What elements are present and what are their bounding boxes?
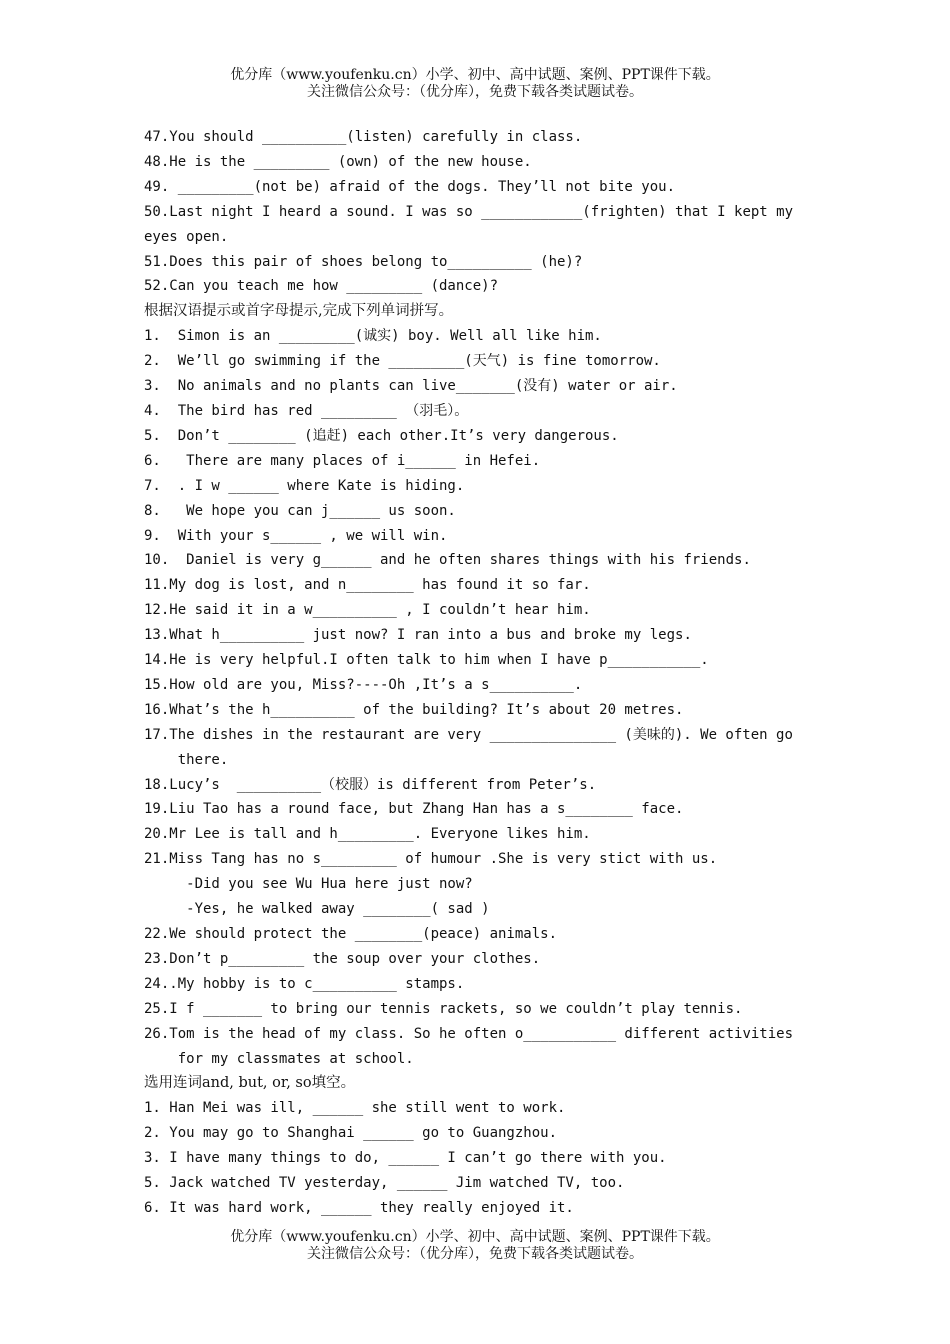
exercise-line: 9. With your s______ , we will win. <box>144 527 448 544</box>
exercise-line: 17.The dishes in the restaurant are very _______________ (美味的). We often go <box>144 726 793 743</box>
exercise-line: 25.I f _______ to bring our tennis rackets, so we couldn’t play tennis. <box>144 1000 743 1017</box>
exercise-line: 6. There are many places of i______ in Hefei. <box>144 452 541 469</box>
exercise-line: 23.Don’t p_________ the soup over your clothes. <box>144 950 541 967</box>
exercise-line: 10. Daniel is very g______ and he often shares things with his friends. <box>144 552 751 569</box>
exercise-line: 16.What’s the h__________ of the building? It’s about 20 metres. <box>144 701 684 718</box>
exercise-line: 49. _________(not be) afraid of the dogs. They’ll not bite you. <box>144 178 676 195</box>
footer-line-1: 优分库（www.youfenku.cn）小学、初中、高中试题、案例、PPT课件下载。 <box>230 1229 720 1245</box>
exercise-line: 5. Jack watched TV yesterday, ______ Jim watched TV, too. <box>144 1175 625 1192</box>
exercise-line: 48.He is the _________ (own) of the new house. <box>144 153 532 170</box>
section-heading: 选用连词and, but, or, so填空。 <box>144 1075 356 1092</box>
page-footer <box>0 1229 950 1263</box>
exercise-line: 7. . I w ______ where Kate is hiding. <box>144 477 465 494</box>
section-heading: 根据汉语提示或首字母提示,完成下列单词拼写。 <box>144 303 454 320</box>
exercise-line: 6. It was hard work, ______ they really enjoyed it. <box>144 1199 574 1216</box>
exercise-line: 3. No animals and no plants can live_______(没有) water or air. <box>144 378 678 395</box>
exercise-line: 2. We’ll go swimming if the _________(天气) is fine tomorrow. <box>144 353 661 370</box>
exercise-line: 51.Does this pair of shoes belong to__________ (he)? <box>144 253 583 270</box>
exercise-line: 1. Han Mei was ill, ______ she still went to work. <box>144 1100 566 1117</box>
exercise-line: eyes open. <box>144 228 229 245</box>
exercise-line: 1. Simon is an _________(诚实) boy. Well all like him. <box>144 328 602 345</box>
footer-line-2: 关注微信公众号：（优分库），免费下载各类试题试卷。 <box>307 1246 643 1262</box>
exercise-line: 13.What h__________ just now? I ran into a bus and broke my legs. <box>144 627 692 644</box>
exercise-line: 5. Don’t ________ (追赶) each other.It’s very dangerous. <box>144 427 619 444</box>
exercise-line: 8. We hope you can j______ us soon. <box>144 502 456 519</box>
exercise-line: 18.Lucy’s __________（校服）is different from Peter’s. <box>144 776 597 793</box>
exercise-line: 47.You should __________(listen) carefully in class. <box>144 129 583 145</box>
exercise-line: 21.Miss Tang has no s_________ of humour .She is very stict with us. <box>144 851 718 868</box>
exercise-line: 26.Tom is the head of my class. So he often o___________ different activities <box>144 1025 794 1042</box>
exercise-line: 50.Last night I heard a sound. I was so ____________(frighten) that I kept my <box>144 203 794 220</box>
exercise-line: 3. I have many things to do, ______ I can’t go there with you. <box>144 1150 667 1167</box>
exercise-line: 20.Mr Lee is tall and h_________. Everyone likes him. <box>144 826 591 843</box>
page-header <box>0 67 950 101</box>
exercise-line: 14.He is very helpful.I often talk to him when I have p___________. <box>144 652 709 669</box>
header-line-2: 关注微信公众号：（优分库），免费下载各类试题试卷。 <box>307 84 643 100</box>
exercise-line: 12.He said it in a w__________ , I couldn’t hear him. <box>144 602 591 619</box>
exercise-line: 52.Can you teach me how _________ (dance)? <box>144 278 499 295</box>
exercise-line: 24..My hobby is to c__________ stamps. <box>144 975 465 992</box>
exercise-line: 19.Liu Tao has a round face, but Zhang Han has a s________ face. <box>144 801 684 818</box>
exercise-line: 15.How old are you, Miss?----Oh ,It’s a s__________. <box>144 676 583 693</box>
exercise-line: there. <box>144 751 229 768</box>
exercise-line: 2. You may go to Shanghai ______ go to Guangzhou. <box>144 1125 558 1142</box>
exercise-line: 4. The bird has red _________ （羽毛）。 <box>144 402 469 419</box>
header-line-1: 优分库（www.youfenku.cn）小学、初中、高中试题、案例、PPT课件下载。 <box>230 67 720 83</box>
exercise-line: -Did you see Wu Hua here just now? <box>144 876 473 893</box>
exercise-line: 11.My dog is lost, and n________ has found it so far. <box>144 577 591 594</box>
exercise-line: 22.We should protect the ________(peace) animals. <box>144 926 558 942</box>
exercise-line: -Yes, he walked away ________( sad ) <box>144 901 490 918</box>
exercise-line: for my classmates at school. <box>144 1050 414 1067</box>
exercise-content <box>144 125 812 1221</box>
